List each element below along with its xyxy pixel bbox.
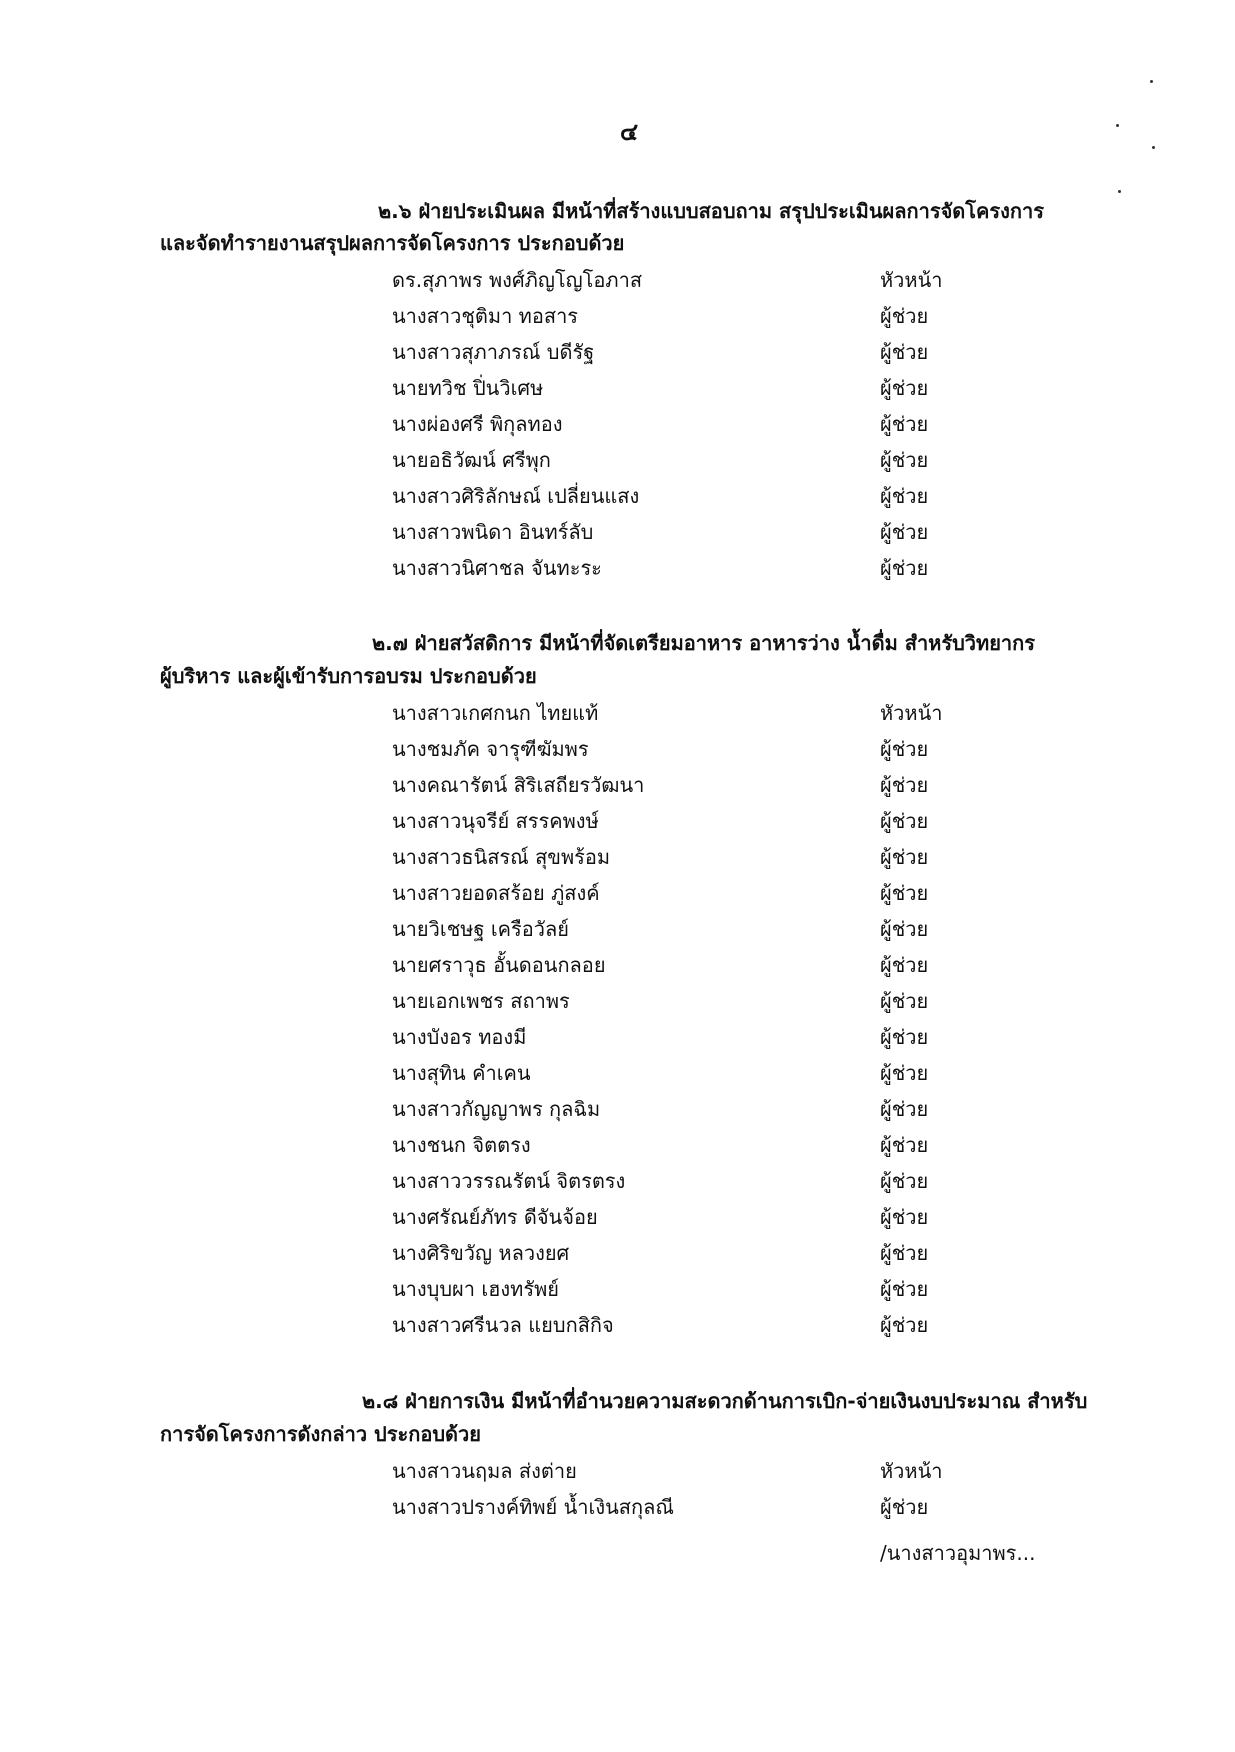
scan-speck [1116,124,1119,127]
member-role: หัวหน้า [880,268,943,292]
member-name: ดร.สุภาพร พงศ์ภิญโญโอภาส [392,268,643,292]
member-name: นางสุทิน คำเคน [392,1061,531,1085]
section-heading: ๒.๗ ฝ่ายสวัสดิการ มีหน้าที่จัดเตรียมอาหาร อาหารว่าง น้ำดื่ม สำหรับวิทยากร [372,631,1036,655]
member-name: นางสาวนุจรีย์ สรรคพงษ์ [392,809,599,833]
member-name: นายศราวุธ อั้นดอนกลอย [392,953,606,977]
member-role: ผู้ช่วย [880,989,929,1013]
list-item [0,1093,1000,1127]
member-role: ผู้ช่วย [880,448,929,472]
member-role: หัวหน้า [880,701,943,725]
list-item [0,336,1000,370]
list-item [0,1455,1000,1489]
member-role: ผู้ช่วย [880,917,929,941]
list-item [0,733,1000,767]
member-role: ผู้ช่วย [880,1025,929,1049]
scan-speck [1118,190,1121,193]
section-heading: ๒.๖ ฝ่ายประเมินผล มีหน้าที่สร้างแบบสอบถาม สรุปประเมินผลการจัดโครงการ [378,199,1044,223]
list-item [0,1057,1000,1091]
member-role: ผู้ช่วย [880,1313,929,1337]
list-item [0,985,1000,1019]
member-role: ผู้ช่วย [880,484,929,508]
list-item [0,805,1000,839]
section-heading-cont: การจัดโครงการดังกล่าว ประกอบด้วย [160,1422,481,1446]
list-item [0,408,1000,442]
list-item [0,1021,1000,1055]
list-item [0,1165,1000,1199]
list-item [0,841,1000,875]
member-name: นางชมภัค จารุฑีฆัมพร [392,737,589,761]
member-role: หัวหน้า [880,1459,943,1483]
member-name: นางสาวนิศาชล จันทะระ [392,556,602,580]
member-role: ผู้ช่วย [880,1205,929,1229]
member-name: นางคณารัตน์ สิริเสถียรวัฒนา [392,773,645,797]
member-name: นางผ่องศรี พิกุลทอง [392,412,563,436]
list-item [0,1129,1000,1163]
member-name: นางบุบผา เฮงทรัพย์ [392,1277,560,1301]
page-number: ๔ [620,118,639,146]
scan-speck [1150,80,1153,83]
list-item [0,1201,1000,1235]
member-role: ผู้ช่วย [880,953,929,977]
list-item [0,769,1000,803]
member-role: ผู้ช่วย [880,1133,929,1157]
section-heading-cont: ผู้บริหาร และผู้เข้ารับการอบรม ประกอบด้วย [160,664,537,688]
list-item [0,1491,1000,1525]
list-item [0,697,1000,731]
scan-speck [1152,146,1155,149]
member-name: นางสาวธนิสรณ์ สุขพร้อม [392,845,611,869]
member-name: นายทวิช ปิ่นวิเศษ [392,376,544,400]
list-item [0,300,1000,334]
list-item [0,372,1000,406]
list-item [0,913,1000,947]
member-name: นางสาวนฤมล ส่งต่าย [392,1459,577,1483]
member-name: นางสาววรรณรัตน์ จิตรตรง [392,1169,626,1193]
member-role: ผู้ช่วย [880,340,929,364]
list-item [0,480,1000,514]
member-role: ผู้ช่วย [880,809,929,833]
list-item [0,444,1000,478]
list-item [0,877,1000,911]
member-role: ผู้ช่วย [880,773,929,797]
member-role: ผู้ช่วย [880,845,929,869]
member-name: นางศิริขวัญ หลวงยศ [392,1241,570,1265]
member-name: นางสาวกัญญาพร กุลฉิม [392,1097,601,1121]
list-item [0,1273,1000,1307]
member-name: นางสาวเกศกนก ไทยแท้ [392,701,599,725]
member-name: นายเอกเพชร สถาพร [392,989,570,1013]
member-role: ผู้ช่วย [880,556,929,580]
member-name: นางสาวพนิดา อินทร์ลับ [392,520,594,544]
list-item [0,516,1000,550]
member-role: ผู้ช่วย [880,1097,929,1121]
list-item [0,949,1000,983]
member-name: นางชนก จิตตรง [392,1133,531,1157]
member-role: ผู้ช่วย [880,304,929,328]
section-heading: ๒.๘ ฝ่ายการเงิน มีหน้าที่อำนวยความสะดวกด้านการเบิก-จ่ายเงินงบประมาณ สำหรับ [362,1389,1088,1413]
member-role: ผู้ช่วย [880,1241,929,1265]
member-role: ผู้ช่วย [880,1277,929,1301]
member-role: ผู้ช่วย [880,1169,929,1193]
member-name: นายอธิวัฒน์ ศรีพุก [392,448,551,472]
member-name: นางสาวสุภาภรณ์ บดีรัฐ [392,340,595,364]
member-role: ผู้ช่วย [880,737,929,761]
continuation-note: /นางสาวอุมาพร... [880,1541,1036,1565]
member-role: ผู้ช่วย [880,412,929,436]
member-role: ผู้ช่วย [880,520,929,544]
list-item [0,264,1000,298]
member-name: นางสาวยอดสร้อย ภู่สงค์ [392,881,600,905]
member-name: นางสาวศิริลักษณ์ เปลี่ยนแสง [392,484,640,508]
list-item [0,1237,1000,1271]
member-name: นางบังอร ทองมี [392,1025,527,1049]
list-item [0,552,1000,586]
member-name: นางสาวชุติมา ทอสาร [392,304,579,328]
member-name: นางสาวปรางค์ทิพย์ น้ำเงินสกุลณี [392,1495,674,1519]
member-role: ผู้ช่วย [880,1061,929,1085]
member-name: นางสาวศรีนวล แยบกสิกิจ [392,1313,614,1337]
list-item [0,1309,1000,1343]
member-role: ผู้ช่วย [880,881,929,905]
section-heading-cont: และจัดทำรายงานสรุปผลการจัดโครงการ ประกอบด้วย [160,231,625,255]
member-name: นายวิเชษฐ เครือวัลย์ [392,917,570,941]
member-role: ผู้ช่วย [880,376,929,400]
member-role: ผู้ช่วย [880,1495,929,1519]
member-name: นางศรัณย์ภัทร ดีจันจ้อย [392,1205,598,1229]
